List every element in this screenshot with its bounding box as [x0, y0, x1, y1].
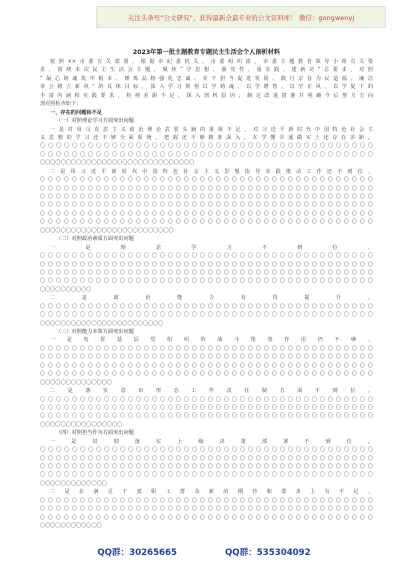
- paragraph-line: 二是在满足干部职工群众新的期待和要求上有不足。: [50, 489, 373, 496]
- paragraph-line: 〇〇〇〇〇〇〇〇〇〇〇〇〇〇〇〇〇〇〇〇〇〇〇〇〇〇〇〇〇〇〇〇〇〇〇〇〇〇〇〇〇〇: [40, 253, 373, 260]
- document-title: 2023年第一批主题教育专题民主生活会个人剖析材料: [132, 49, 281, 56]
- paragraph-line: 〇〇〇〇〇〇〇〇〇〇〇〇〇〇〇〇〇〇〇〇〇〇〇〇〇〇〇〇〇〇〇〇〇〇〇〇〇〇〇〇〇〇: [40, 362, 373, 369]
- paragraph-line: 〇〇〇〇〇〇〇〇〇〇〇〇〇〇〇〇〇〇〇〇〇〇〇〇〇〇〇〇〇〇〇〇〇〇〇〇〇〇〇〇〇〇: [40, 143, 373, 150]
- body-paragraph: [40, 168, 373, 236]
- paragraph-line: 〇〇〇〇〇〇〇〇〇〇〇〇〇〇〇〇〇〇〇〇〇〇〇〇〇〇〇〇〇〇〇〇〇〇〇〇〇〇〇〇〇〇: [40, 472, 373, 479]
- promo-banner: [96, 6, 386, 28]
- paragraph-line: 〇〇〇〇〇〇〇〇〇〇〇〇〇〇〇〇〇〇〇〇〇〇〇〇〇〇〇〇〇〇〇〇〇〇〇〇〇〇〇〇〇〇: [40, 455, 373, 462]
- paragraph-line: 奉公树立新风”的具体目标，深入学习领悟以学铸魂、以学增智、以学正风、以学促干的: [40, 84, 373, 91]
- paragraph-line: 〇〇〇〇〇〇〇〇〇〇〇〇〇〇〇〇〇〇〇〇〇〇〇〇〇〇〇〇〇〇〇〇〇〇〇〇〇〇〇〇〇〇: [40, 312, 373, 319]
- body-paragraph: [40, 58, 373, 109]
- paragraph-line: 〇〇〇〇〇〇〇〇〇〇〇〇〇〇〇〇〇〇〇〇〇〇〇〇〇〇〇〇〇〇〇〇〇〇〇〇〇〇〇〇〇〇: [40, 404, 373, 411]
- body-paragraph: [40, 438, 373, 489]
- paragraph-line: 〇〇〇〇〇〇〇〇〇〇〇〇〇〇〇〇〇〇〇〇〇〇〇〇〇〇〇〇〇〇〇〇〇〇〇〇〇〇〇〇〇〇: [40, 345, 373, 352]
- paragraph-line: 〇〇〇〇〇〇〇〇〇〇〇〇〇〇〇〇〇〇〇〇〇〇〇〇〇〇〇〇〇〇〇〇〇〇〇〇〇〇〇〇〇〇: [40, 514, 373, 521]
- subsection-heading: （四）对照担当作为方面突出问题: [56, 430, 134, 437]
- promo-banner-text: 关注头条号“公文研究”，获得最新全最专业的公文资料库！ 微信：gongwenyj: [127, 13, 355, 22]
- paragraph-line: 〇〇〇〇〇〇〇〇〇〇〇〇〇: [40, 480, 107, 487]
- qq-group-1: QQ群：30265665: [97, 548, 177, 558]
- paragraph-line: 一是发挥基层党组织的战斗堡垒作用仍不够。: [50, 337, 373, 344]
- paragraph-line: 〇〇〇〇〇〇〇〇〇〇: [40, 286, 92, 293]
- paragraph-line: 〇〇〇〇〇〇〇〇〇〇〇〇〇〇〇〇〇〇〇〇〇〇〇〇〇〇〇〇〇〇〇〇〇〇〇〇〇〇〇〇〇〇: [40, 177, 373, 184]
- paragraph-line: 丰富内涵和实践要求，检视差距不足，深入剖析原因，制定改进措施并明确今后努力方向: [40, 92, 373, 99]
- paragraph-line: 一是贯彻落实上级决策部署不到位。: [50, 438, 373, 445]
- paragraph-line: 〇〇〇〇〇〇〇〇〇〇〇〇〇〇〇〇〇〇〇〇〇〇〇〇〇〇〇〇〇〇〇〇〇〇〇〇〇〇〇〇〇〇: [40, 185, 373, 192]
- paragraph-line: 〇〇〇〇〇〇〇〇〇〇〇〇〇〇〇〇〇〇〇〇〇〇〇〇〇〇〇〇〇〇〇〇〇〇〇〇〇〇〇〇〇〇: [40, 202, 373, 209]
- paragraph-line: 〇〇〇〇〇〇〇〇〇〇〇〇〇〇〇〇〇〇〇〇〇〇〇〇〇〇〇〇〇〇〇〇〇〇〇〇〇〇〇〇〇〇: [40, 151, 373, 158]
- paragraph-line: 〇〇〇〇〇〇〇〇〇〇〇〇〇〇〇〇〇〇〇〇〇〇〇〇〇〇〇〇〇〇〇〇〇〇〇〇〇〇〇〇〇〇: [40, 303, 373, 310]
- paragraph-line: 〇〇〇〇〇〇〇〇〇〇〇〇〇〇〇〇〇〇〇〇〇〇〇〇〇〇: [40, 227, 174, 234]
- paragraph-line: 〇〇〇〇〇〇〇〇〇〇〇〇〇〇〇〇: [40, 421, 123, 428]
- subsection-heading: （二）对照政治素质方面突出问题: [56, 236, 134, 243]
- paragraph-line: 〇〇〇〇〇〇〇〇〇〇〇〇〇〇〇〇〇〇〇〇〇〇〇〇〇〇〇〇〇〇〇〇〇〇〇〇〇〇〇〇〇〇: [40, 194, 373, 200]
- footer-contacts: [0, 541, 408, 563]
- section-heading: 一、存在的问题和不足: [50, 109, 102, 116]
- paragraph-line: 〇〇〇〇〇〇〇〇〇〇〇〇〇〇〇〇〇〇〇〇〇〇〇〇〇〇〇〇〇〇〇〇〇〇〇〇〇〇〇〇〇〇: [40, 447, 373, 454]
- paragraph-line: 〇〇〇〇〇〇〇〇〇〇〇〇〇〇〇〇〇〇〇〇〇〇〇〇〇〇〇〇〇〇〇〇〇〇〇〇〇〇〇〇〇〇: [40, 269, 373, 276]
- body-paragraph: [40, 126, 373, 168]
- paragraph-line: 〇〇〇〇〇〇〇〇〇〇〇〇〇〇〇〇〇〇〇〇〇〇〇〇: [40, 320, 164, 327]
- paragraph-line: 〇〇〇〇〇〇〇〇〇〇〇〇〇〇〇〇〇〇〇〇〇〇〇〇〇〇〇〇〇〇〇〇〇〇〇〇〇〇〇〇〇〇: [40, 396, 373, 403]
- paragraph-line: 一是对用马克思主义政治理论武装头脑的重视不足。对习近平新时代中国特色社会主: [50, 126, 373, 133]
- paragraph-line: 〇〇〇〇〇〇〇〇〇〇〇〇〇〇〇〇〇〇〇〇〇〇〇〇〇〇〇〇〇〇〇〇〇〇〇〇〇〇〇〇〇〇: [40, 464, 373, 470]
- paragraph-line: 二是用习近平新时代中国特色社会主义思想指导实践推动工作还不到位。: [50, 168, 373, 175]
- paragraph-line: 〇〇〇〇〇〇〇〇〇〇〇〇〇〇〇〇〇〇〇〇〇〇〇〇〇〇〇〇〇〇〇〇〇〇〇〇〇〇〇〇〇〇: [40, 278, 373, 285]
- paragraph-line: 二是政治能力有待提升。: [50, 295, 373, 302]
- paragraph-line: 〇〇〇〇〇〇〇〇〇〇〇〇〇〇〇〇〇〇〇〇〇〇〇〇〇〇〇〇〇〇〇〇〇〇〇〇〇〇〇〇〇〇: [40, 371, 373, 378]
- paragraph-line: 一是理论学习不到位。: [50, 244, 373, 251]
- document-body: [40, 58, 373, 531]
- paragraph-line: 按照××市委有关部署，根据市纪委机关、市委组织部、市委主题教育领导小组有关要: [50, 59, 373, 65]
- body-paragraph: [40, 294, 373, 328]
- body-paragraph: [40, 336, 373, 387]
- paragraph-line: 求，围绕本次民主生活会主题，聚焦“学思想、强党性、重实践、建新功”总要求，对照: [40, 67, 373, 74]
- paragraph-line: 义思想的学习还不够全面系统，把握还不够精准深入，在学懂弄通做实上还存在差距。: [40, 134, 373, 141]
- body-paragraph: [40, 244, 373, 295]
- paragraph-line: 〇〇〇〇〇〇〇〇〇〇〇〇〇〇〇〇〇〇〇〇〇〇〇〇〇〇〇〇〇〇〇〇〇〇〇〇〇〇〇〇〇〇: [40, 219, 373, 226]
- subsection-heading: （三）对照能力本领方面突出问题: [56, 329, 134, 335]
- paragraph-line: 二是落实意识形态工作责任制方面不到位。: [50, 388, 373, 395]
- paragraph-line: 〇〇〇〇〇〇〇〇〇〇〇〇〇〇〇〇〇〇〇〇〇〇〇〇〇〇〇〇〇〇〇〇〇〇〇〇〇〇〇〇〇〇: [40, 413, 373, 420]
- body-paragraph: [40, 488, 373, 530]
- paragraph-line: 〇〇〇〇〇〇〇〇〇〇〇〇〇〇〇〇〇〇〇〇〇〇〇〇〇〇〇〇〇〇〇〇〇〇〇〇〇〇〇〇〇〇: [40, 354, 373, 361]
- paragraph-line: 〇〇〇〇〇〇〇〇〇〇〇〇〇〇: [40, 379, 113, 386]
- subsection-heading: （一）对照理论学习方面突出问题: [56, 118, 134, 125]
- paragraph-line: 现对照检查如下：: [40, 101, 82, 108]
- qq-group-2: QQ群：535304092: [225, 548, 311, 558]
- paragraph-line: 〇〇〇〇〇〇〇〇〇〇〇〇〇〇〇〇〇〇〇〇〇〇〇〇〇〇〇〇〇〇〇〇〇〇〇〇〇〇〇〇〇〇: [40, 210, 373, 217]
- paragraph-line: 〇〇〇〇〇〇〇〇〇〇〇〇: [40, 523, 102, 530]
- paragraph-line: “凝心铸魂筑牢根本、锤炼品格强化忠诚、实干担当促进发展、践行宗旨为民造福、廉洁: [40, 75, 373, 82]
- paragraph-line: 〇〇〇〇〇〇〇〇〇〇〇〇〇〇〇〇〇〇〇〇〇〇〇〇〇〇〇〇〇〇〇〇〇〇〇〇〇〇〇〇〇〇: [40, 497, 373, 504]
- paragraph-line: 〇〇〇〇〇〇〇〇〇〇〇〇〇〇〇〇〇〇〇〇〇〇〇〇〇〇〇〇〇〇〇〇〇〇〇〇〇〇〇〇〇〇: [40, 506, 373, 513]
- body-paragraph: [40, 387, 373, 429]
- paragraph-line: 〇〇〇〇〇〇〇〇〇〇〇〇〇〇〇〇〇〇〇〇〇〇〇〇〇〇〇〇〇〇〇〇〇〇〇〇〇〇〇〇〇〇: [40, 261, 373, 268]
- paragraph-line: 〇〇〇〇〇〇〇〇〇〇〇〇〇〇〇〇〇〇〇〇〇〇〇〇〇〇〇〇〇〇: [40, 160, 195, 167]
- document-page: [40, 48, 373, 530]
